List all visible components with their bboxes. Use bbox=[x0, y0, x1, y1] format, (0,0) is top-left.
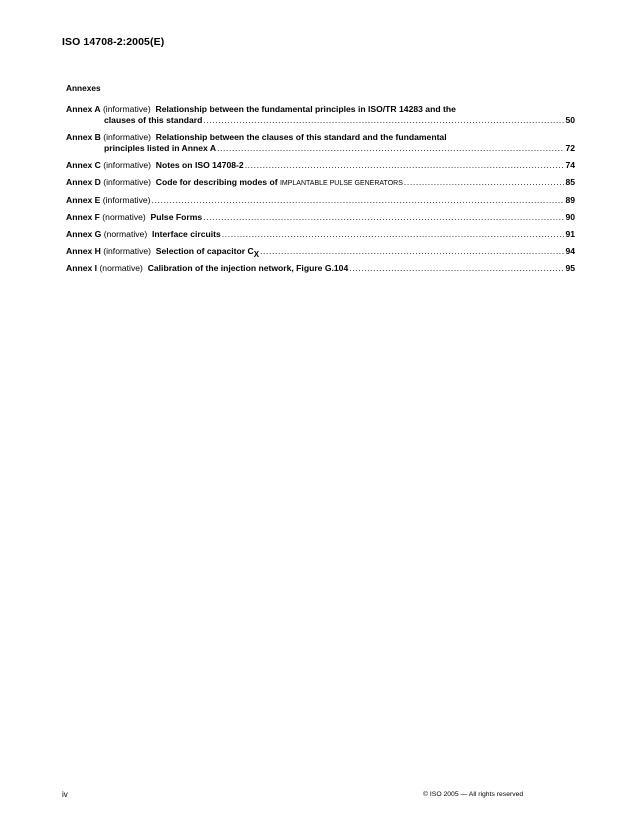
annex-id: Annex E bbox=[66, 195, 101, 205]
leader-dots bbox=[349, 263, 564, 274]
annex-id: Annex F bbox=[66, 212, 100, 222]
annex-id: Annex B bbox=[66, 132, 101, 142]
leader-dots bbox=[404, 177, 565, 188]
annex-id: Annex A bbox=[66, 104, 101, 114]
annex-type: (informative) bbox=[103, 132, 152, 142]
annex-i-entry[interactable] bbox=[66, 263, 575, 274]
annex-type: (informative) bbox=[103, 177, 152, 187]
annex-id: Annex C bbox=[66, 160, 101, 170]
annex-id: Annex I bbox=[66, 263, 98, 273]
annexes-heading: Annexes bbox=[66, 83, 101, 93]
annex-f-entry[interactable] bbox=[66, 212, 575, 223]
annex-type: (informative) bbox=[102, 104, 151, 114]
leader-dots bbox=[260, 246, 564, 257]
leader-dots bbox=[203, 115, 564, 126]
leader-dots bbox=[152, 195, 565, 206]
page-number-label: iv bbox=[62, 790, 68, 799]
leader-dots bbox=[222, 229, 565, 240]
annex-title: Interface circuits bbox=[151, 229, 221, 239]
annex-title: Pulse Forms bbox=[150, 212, 203, 222]
copyright-notice: © ISO 2005 — All rights reserved bbox=[423, 791, 524, 798]
annex-e-entry[interactable] bbox=[66, 195, 575, 206]
annex-b-entry[interactable] bbox=[66, 132, 575, 154]
annex-type: (normative) bbox=[102, 212, 146, 222]
annex-c-entry[interactable] bbox=[66, 160, 575, 171]
annex-id: Annex H bbox=[66, 246, 101, 256]
annex-page-number: 72 bbox=[565, 143, 575, 153]
annex-id: Annex G bbox=[66, 229, 102, 239]
annex-title: Calibration of the injection network, Figure G.104 bbox=[147, 263, 349, 273]
annex-page-number: 94 bbox=[565, 246, 575, 256]
annex-g-entry[interactable] bbox=[66, 229, 575, 240]
annex-page-number: 89 bbox=[565, 195, 575, 205]
annex-page-number: 74 bbox=[565, 160, 575, 170]
annex-list bbox=[66, 104, 575, 280]
annex-title-subscript: X bbox=[253, 250, 260, 259]
annex-type: (informative) bbox=[102, 195, 151, 205]
annex-d-entry[interactable] bbox=[66, 177, 575, 189]
annex-title: Notes on ISO 14708-2 bbox=[155, 160, 244, 170]
annex-title-continuation: principles listed in Annex A bbox=[104, 143, 217, 153]
leader-dots bbox=[245, 160, 565, 171]
annex-type: (normative) bbox=[103, 229, 148, 239]
annex-h-entry[interactable] bbox=[66, 246, 575, 257]
annex-page-number: 90 bbox=[565, 212, 575, 222]
document-header: ISO 14708-2:2005(E) bbox=[62, 36, 165, 48]
annex-id: Annex D bbox=[66, 177, 101, 187]
annex-type: (informative) bbox=[103, 246, 152, 256]
leader-dots bbox=[203, 212, 564, 223]
annex-type: (normative) bbox=[99, 263, 143, 273]
annex-title: Relationship between the fundamental principles in ISO/TR 14283 and the bbox=[155, 104, 456, 114]
annex-page-number: 91 bbox=[565, 229, 575, 239]
annex-a-entry[interactable] bbox=[66, 104, 575, 126]
annex-page-number: 50 bbox=[565, 115, 575, 125]
annex-title: Selection of capacitor C bbox=[155, 246, 254, 256]
leader-dots bbox=[217, 143, 564, 154]
annex-page-number: 85 bbox=[565, 177, 575, 187]
annex-title: Relationship between the clauses of this standard and the fundamental bbox=[155, 132, 447, 142]
annex-title: Code for describing modes of bbox=[155, 177, 278, 187]
annex-type: (informative) bbox=[103, 160, 152, 170]
annex-title-smallcaps: IMPLANTABLE PULSE GENERATORS bbox=[279, 180, 403, 187]
annex-page-number: 95 bbox=[565, 263, 575, 273]
annex-title-continuation: clauses of this standard bbox=[104, 115, 203, 125]
